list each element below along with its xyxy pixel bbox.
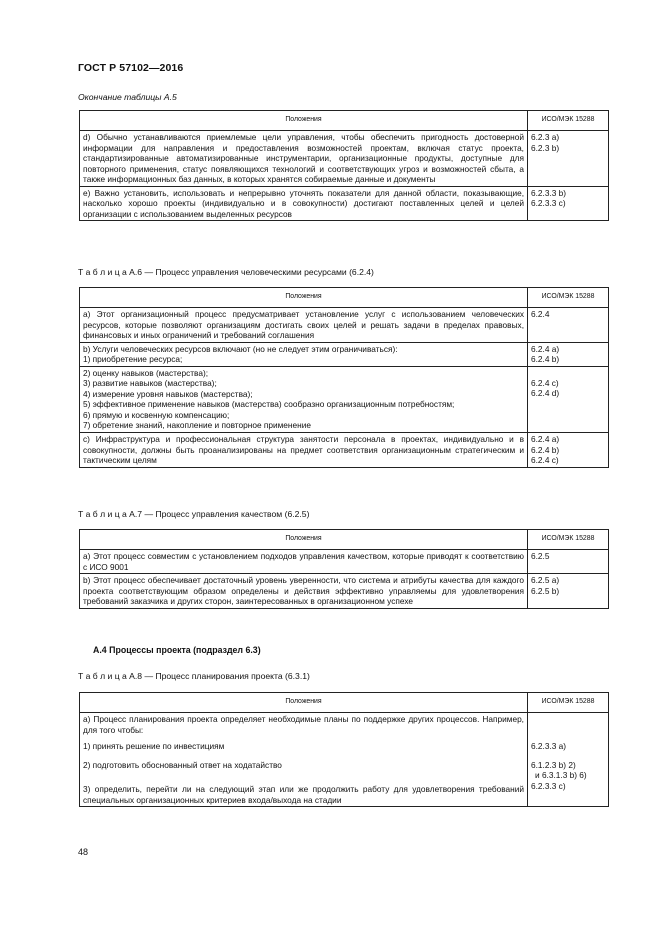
iso-ref: 6.2.4 d) xyxy=(531,388,560,399)
iso-ref-cell xyxy=(528,550,609,574)
iso-ref: 6.2.3.3 c) xyxy=(531,198,566,209)
col-header-iso: ИСО/МЭК 15288 xyxy=(528,530,609,550)
iso-ref: и 6.3.1.3 b) 6) xyxy=(535,770,587,781)
col-header-provisions: Положения xyxy=(80,530,528,550)
provision-line: b) Услуги человеческих ресурсов включают (но не следует этим ограничиваться): xyxy=(83,343,398,354)
iso-ref: 6.2.5 b) xyxy=(531,585,560,596)
table-header-row xyxy=(80,530,609,550)
table-a8-caption: Т а б л и ц а А.8 — Процесс планирования проекта (6.3.1) xyxy=(78,671,310,681)
iso-ref: 6.2.3 a) xyxy=(531,132,560,142)
provision-line: 2) оценку навыков (мастерства); xyxy=(83,367,209,378)
table-row xyxy=(80,186,609,221)
provision-intro: а) Процесс планирования проекта определяет необходимые планы по поддержке других процессов. Например, для того чтобы: xyxy=(83,714,524,735)
page-number: 48 xyxy=(78,847,89,857)
provision-item: 3) определить, перейти ли на следующий этап или же продолжить работу для удовлетворения требований специальных организационных критериев входа/выхода на стадии xyxy=(83,784,524,805)
provision-line: 6) прямую и косвенную компенсацию; xyxy=(83,409,230,420)
iso-ref-cell xyxy=(528,308,609,343)
provision-cell xyxy=(80,366,528,432)
iso-ref: 6.2.3.3 b) xyxy=(531,187,567,198)
iso-ref: 6.2.4 a) xyxy=(531,343,560,354)
iso-ref: 6.2.4 c) xyxy=(531,455,559,466)
table-a7-caption: Т а б л и ц а А.7 — Процесс управления качеством (6.2.5) xyxy=(78,509,310,519)
provision-cell xyxy=(80,342,528,366)
table-header-row xyxy=(80,693,609,713)
provision-line: 7) обретение знаний, накопление и повторное применение xyxy=(83,420,311,431)
col-header-iso: ИСО/МЭК 15288 xyxy=(528,693,609,713)
iso-ref: 6.2.5 a) xyxy=(531,575,560,586)
table-row xyxy=(80,550,609,574)
table-a5 xyxy=(79,110,609,221)
col-header-provisions: Положения xyxy=(80,111,528,131)
table-row xyxy=(80,713,609,807)
iso-ref-cell xyxy=(528,186,609,221)
table-row xyxy=(80,342,609,366)
table-a5-caption: Окончание таблицы А.5 xyxy=(78,92,177,102)
table-a8 xyxy=(79,692,609,807)
provision-cell: b) Этот процесс обеспечивает достаточный уровень уверенности, что система и атрибуты качества для каждого проекта соответствующим образом определены и действия эффективно управляемы для удовлетворения требований заказчика и других сторон, заинтересованных в организационном успехе xyxy=(80,574,528,609)
provision-cell: c) Инфраструктура и профессиональная структура занятости персонала в проектах, индивидуально и в совокупности, должны быть проанализированы на предмет соответствия организационным стратегическим и тактическим целям xyxy=(80,433,528,468)
col-header-iso: ИСО/МЭК 15288 xyxy=(528,288,609,308)
iso-ref: 6.1.2.3 b) 2) xyxy=(531,759,576,770)
iso-ref: 6.2.5 xyxy=(531,551,550,561)
table-row xyxy=(80,366,609,432)
iso-ref: 6.2.3.3 c) xyxy=(531,780,566,791)
table-row xyxy=(80,131,609,187)
provision-line: 3) развитие навыков (мастерства); xyxy=(83,378,217,389)
iso-ref: 6.2.4 c) xyxy=(531,377,559,388)
iso-ref-cell xyxy=(528,713,609,807)
table-row xyxy=(80,433,609,468)
col-header-provisions: Положения xyxy=(80,288,528,308)
iso-ref: 6.2.4 b) xyxy=(531,354,560,365)
iso-ref: 6.2.4 xyxy=(531,309,550,319)
table-row xyxy=(80,574,609,609)
table-a6 xyxy=(79,287,609,468)
provision-cell xyxy=(80,713,528,807)
table-a6-caption: Т а б л и ц а А.6 — Процесс управления человеческими ресурсами (6.2.4) xyxy=(78,267,374,277)
iso-ref-cell xyxy=(528,433,609,468)
table-row xyxy=(80,308,609,343)
provision-cell: d) Обычно устанавливаются приемлемые цели управления, чтобы обеспечить пригодность достоверной информации для направления и предоставления возможностей проектам, включая статус проекта, стандартизированные автоматизированные инструментарии, организационные продукты, доступные для повторного применения, статус появляющихся технологий и соответствующих угроз и возможностей сбыта, а также информационных баз данных, в которых хранятся собираемые данные и документы xyxy=(80,131,528,187)
table-header-row xyxy=(80,111,609,131)
provision-line: 4) измерение уровня навыков (мастерства); xyxy=(83,388,253,399)
provision-cell: а) Этот процесс совместим с установлением подходов управления качеством, которые приводят к соответствию с ИСО 9001 xyxy=(80,550,528,574)
iso-ref: 6.2.3 b) xyxy=(531,142,560,153)
col-header-iso: ИСО/МЭК 15288 xyxy=(528,111,609,131)
iso-ref: 6.2.3.3 a) xyxy=(531,741,567,752)
provision-line: 1) приобретение ресурса; xyxy=(83,354,183,365)
table-a7 xyxy=(79,529,609,609)
section-heading: А.4 Процессы проекта (подраздел 6.3) xyxy=(93,645,261,655)
provision-item: 2) подготовить обоснованный ответ на ходатайство xyxy=(83,759,282,770)
iso-ref: 6.2.4 a) xyxy=(531,434,560,445)
iso-ref: 6.2.4 b) xyxy=(531,444,560,455)
iso-ref-cell xyxy=(528,131,609,187)
col-header-provisions: Положения xyxy=(80,693,528,713)
provision-cell: e) Важно установить, использовать и непрерывно уточнять показатели для данной области, показывающие, насколько хорошо проекты (индивидуально и в совокупности) достигают поставленных целей и целей организации с использованием выделенных ресурсов xyxy=(80,186,528,221)
table-header-row xyxy=(80,288,609,308)
iso-ref-cell xyxy=(528,574,609,609)
iso-ref-cell xyxy=(528,366,609,432)
provision-cell: а) Этот организационный процесс предусматривает установление услуг с использованием человеческих ресурсов, которые позволяют организациям достигать своих целей и решать задачи в пределах правовых, финансовых и иных ограничений и требований соглашения xyxy=(80,308,528,343)
document-code: ГОСТ Р 57102—2016 xyxy=(78,62,184,74)
provision-item: 1) принять решение по инвестициям xyxy=(83,741,225,752)
provision-line: 5) эффективное применение навыков (мастерства) сообразно организационным потребностям; xyxy=(83,399,455,410)
iso-ref-cell xyxy=(528,342,609,366)
